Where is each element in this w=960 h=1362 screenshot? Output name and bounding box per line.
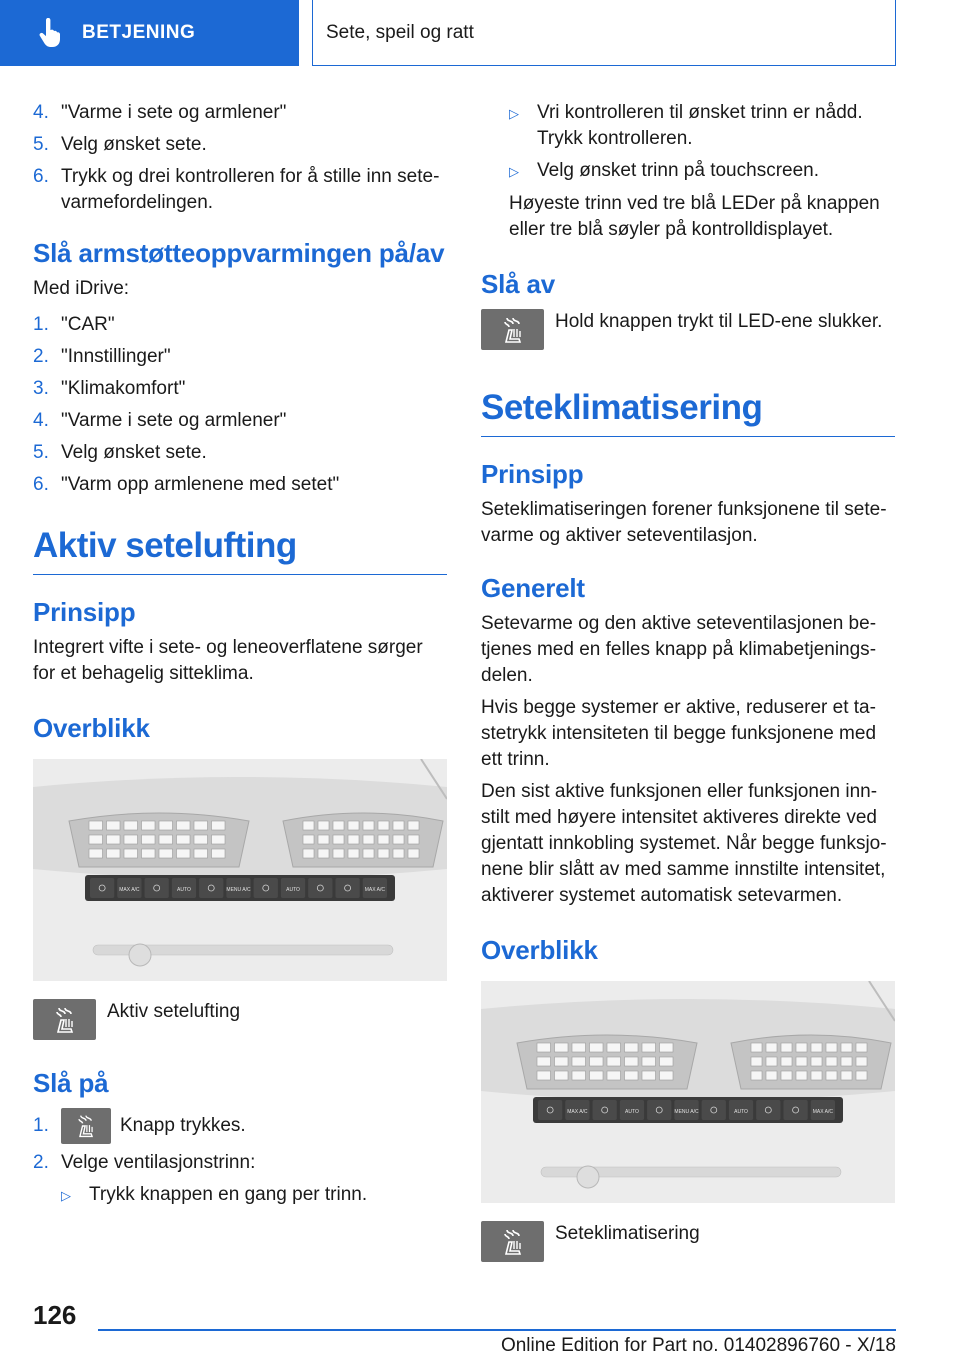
vent-slat bbox=[124, 849, 138, 858]
vent-slat bbox=[159, 835, 173, 844]
step-text: "CAR" bbox=[61, 314, 115, 335]
panel-button-label: AUTO bbox=[177, 887, 191, 893]
vent-slat bbox=[408, 849, 419, 858]
vent-slat bbox=[159, 849, 173, 858]
vent-slat bbox=[363, 821, 374, 830]
list-item bbox=[33, 132, 447, 158]
vent-slat bbox=[841, 1057, 852, 1066]
vent-slat bbox=[607, 1043, 621, 1052]
vent-slat bbox=[607, 1057, 621, 1066]
general-paragraph: Hvis begge systemer er aktive, reduserer et tastetrykk intensiteten til begge funksjonene med ett trinn. bbox=[481, 697, 877, 770]
vent-slat bbox=[378, 835, 389, 844]
bullet-text: Velg ønsket trinn på touchscreen. bbox=[537, 160, 819, 181]
vent-slat bbox=[537, 1071, 551, 1080]
left-column bbox=[33, 100, 447, 1215]
vent-slat bbox=[590, 1057, 604, 1066]
vent-slat bbox=[537, 1043, 551, 1052]
panel-button bbox=[647, 1100, 671, 1120]
list-item bbox=[61, 1182, 447, 1209]
section-title: Aktiv setelufting bbox=[33, 524, 447, 575]
vent-slat bbox=[841, 1043, 852, 1052]
vent-slat bbox=[766, 1043, 777, 1052]
panel-button-label: MAX A/C bbox=[364, 887, 386, 893]
step-number: 1. bbox=[33, 1115, 49, 1136]
vent-slat bbox=[194, 821, 208, 830]
general-paragraph: Setevarme og den aktive seteventilasjonen betjenes med en felles knapp på klimabetjeningsdelen. bbox=[481, 613, 877, 686]
vent-slat bbox=[333, 849, 344, 858]
list-item bbox=[33, 440, 447, 466]
vent-slat bbox=[660, 1057, 674, 1066]
breadcrumb: Sete, speil og ratt bbox=[312, 0, 896, 66]
armrest-heading: Slå armstøtteoppvarmingen på/av bbox=[33, 238, 445, 268]
vent-slat bbox=[212, 835, 226, 844]
bullet-text: Vri kontrolleren til ønsket trinn er nådd. Trykk kontrolleren. bbox=[537, 102, 863, 149]
on-heading: Slå på bbox=[33, 1068, 109, 1098]
vent-slat bbox=[781, 1057, 792, 1066]
vent-slat bbox=[408, 835, 419, 844]
vent-slat bbox=[796, 1071, 807, 1080]
list-item bbox=[33, 164, 447, 216]
panel-button-label: AUTO bbox=[625, 1109, 639, 1115]
step-text: "Innstillinger" bbox=[61, 346, 171, 367]
list-item bbox=[509, 158, 895, 185]
vent-slat bbox=[537, 1057, 551, 1066]
overview-heading: Overblikk bbox=[481, 935, 598, 965]
step-text: Velge ventilasjonstrinn: bbox=[61, 1152, 256, 1173]
vent-slat bbox=[856, 1043, 867, 1052]
vent-slat bbox=[811, 1057, 822, 1066]
triangle-bullet-icon: ▷ bbox=[61, 1188, 71, 1203]
panel-button-label: MENU A/C bbox=[226, 887, 251, 893]
vent-slat bbox=[378, 821, 389, 830]
panel-button bbox=[335, 878, 359, 898]
step-text: "Varm opp armlenene med setet" bbox=[61, 474, 340, 495]
vent-slat bbox=[363, 835, 374, 844]
vent-slat bbox=[393, 849, 404, 858]
vent-slat bbox=[333, 835, 344, 844]
caption-text: Aktiv setelufting bbox=[107, 1001, 241, 1022]
section-tab bbox=[0, 0, 299, 66]
vent-slat bbox=[642, 1071, 656, 1080]
vent-slat bbox=[572, 1071, 586, 1080]
vent-slat bbox=[826, 1057, 837, 1066]
vent-slat bbox=[766, 1071, 777, 1080]
triangle-bullet-icon: ▷ bbox=[509, 106, 519, 121]
volume-knob bbox=[129, 944, 151, 966]
step-number: 4. bbox=[33, 410, 49, 431]
panel-button bbox=[538, 1100, 562, 1120]
vent-slat bbox=[177, 849, 191, 858]
vent-slat bbox=[751, 1043, 762, 1052]
vent-slat bbox=[841, 1071, 852, 1080]
edition-text: Online Edition for Part no. 01402896760 - X/18 bbox=[500, 1335, 896, 1356]
vent-slat bbox=[348, 821, 359, 830]
seat-ventilation-icon bbox=[481, 1221, 544, 1262]
principle-text: Seteklimatiseringen forener funksjonene til setevarme og aktiver seteventilasjon. bbox=[481, 499, 887, 546]
panel-button-label: AUTO bbox=[286, 887, 300, 893]
vent-slat bbox=[625, 1071, 639, 1080]
list-item bbox=[33, 100, 447, 126]
vent-slat bbox=[107, 849, 121, 858]
vent-slat bbox=[89, 849, 103, 858]
vent-slat bbox=[826, 1043, 837, 1052]
list-item bbox=[33, 376, 447, 402]
list-item bbox=[33, 312, 447, 338]
seat-ventilation-icon bbox=[33, 999, 96, 1040]
step-number: 3. bbox=[33, 378, 49, 399]
general-heading: Generelt bbox=[481, 573, 585, 603]
vent-slat bbox=[393, 821, 404, 830]
vent-slat bbox=[811, 1043, 822, 1052]
step-text: Velg ønsket sete. bbox=[61, 442, 207, 463]
panel-button-label: MAX A/C bbox=[567, 1109, 588, 1115]
panel-button-label: AUTO bbox=[734, 1109, 748, 1115]
vent-slat bbox=[555, 1071, 569, 1080]
list-item bbox=[33, 1150, 447, 1176]
vent-slat bbox=[303, 821, 314, 830]
vent-slat bbox=[660, 1071, 674, 1080]
vent-slat bbox=[89, 821, 103, 830]
vent-slat bbox=[590, 1071, 604, 1080]
vent-slat bbox=[142, 849, 156, 858]
vent-slat bbox=[590, 1043, 604, 1052]
vent-slat bbox=[642, 1043, 656, 1052]
panel-button-label: MAX A/C bbox=[119, 887, 140, 893]
seat-ventilation-icon bbox=[481, 309, 544, 350]
off-heading: Slå av bbox=[481, 269, 555, 299]
bullet-text: Trykk knappen en gang per trinn. bbox=[89, 1184, 368, 1205]
vent-slat bbox=[303, 849, 314, 858]
panel-button bbox=[90, 878, 114, 898]
vent-slat bbox=[142, 835, 156, 844]
panel-button bbox=[593, 1100, 617, 1120]
caption bbox=[481, 1221, 895, 1262]
vent-slat bbox=[177, 835, 191, 844]
panel-button-label: MAX A/C bbox=[812, 1109, 834, 1115]
step-number: 4. bbox=[33, 102, 49, 123]
vent-slat bbox=[856, 1057, 867, 1066]
step-text: "Varme i sete og armlener" bbox=[61, 102, 287, 123]
vent-slat bbox=[333, 821, 344, 830]
overview-heading: Overblikk bbox=[33, 713, 150, 743]
step-number: 2. bbox=[33, 1152, 49, 1173]
step-number: 5. bbox=[33, 442, 49, 463]
page-number: 126 bbox=[33, 1300, 77, 1330]
principle-text: Integrert vifte i sete- og leneoverflatene sørger for et behagelig sitteklima. bbox=[33, 637, 423, 684]
vent-slat bbox=[796, 1043, 807, 1052]
vent-slat bbox=[348, 849, 359, 858]
climate-panel-photo bbox=[481, 981, 895, 1203]
vent-slat bbox=[194, 835, 208, 844]
vent-slat bbox=[555, 1043, 569, 1052]
volume-knob bbox=[577, 1166, 599, 1188]
vent-slat bbox=[363, 849, 374, 858]
step-text: Knapp trykkes. bbox=[120, 1115, 246, 1136]
panel-button bbox=[702, 1100, 726, 1120]
vent-slat bbox=[781, 1043, 792, 1052]
step-text: Trykk og drei kontrolleren for å stille inn setevarmefordelingen. bbox=[61, 166, 440, 213]
step-number: 2. bbox=[33, 346, 49, 367]
list-item bbox=[33, 472, 447, 498]
vent-slat bbox=[660, 1043, 674, 1052]
vent-slat bbox=[766, 1057, 777, 1066]
vent-slat bbox=[625, 1057, 639, 1066]
vent-slat bbox=[212, 849, 226, 858]
panel-button bbox=[308, 878, 332, 898]
principle-heading: Prinsipp bbox=[481, 459, 584, 489]
vent-slat bbox=[212, 821, 226, 830]
hand-pointer-icon bbox=[38, 18, 62, 48]
triangle-bullet-icon: ▷ bbox=[509, 164, 519, 179]
vent-slat bbox=[124, 835, 138, 844]
vent-slat bbox=[796, 1057, 807, 1066]
list-item bbox=[33, 344, 447, 370]
panel-button bbox=[199, 878, 223, 898]
off-instruction bbox=[481, 309, 895, 350]
step-number: 1. bbox=[33, 314, 49, 335]
list-item bbox=[509, 100, 895, 152]
vent-slat bbox=[751, 1057, 762, 1066]
general-paragraph: Den sist aktive funksjonen eller funksjonen innstilt med høyere intensitet aktiveres direkte ved gjentatt innkobling systemet. Når begge funksjonene blir slått av med samme innstilte intensitet, aktiverer systemet automatisk setevarmen. bbox=[481, 781, 887, 906]
vent-slat bbox=[607, 1071, 621, 1080]
vent-slat bbox=[177, 821, 191, 830]
max-level-text: Høyeste trinn ved tre blå LEDer på knappen eller tre blå søyler på kontrolldisplayet. bbox=[509, 193, 880, 240]
caption-text: Seteklimatisering bbox=[555, 1223, 700, 1244]
vent-slat bbox=[408, 821, 419, 830]
vent-slat bbox=[856, 1071, 867, 1080]
vent-slat bbox=[142, 821, 156, 830]
vent-slat bbox=[625, 1043, 639, 1052]
vent-slat bbox=[811, 1071, 822, 1080]
vent-slat bbox=[751, 1071, 762, 1080]
step-number: 5. bbox=[33, 134, 49, 155]
vent-slat bbox=[393, 835, 404, 844]
vent-slat bbox=[318, 821, 329, 830]
vent-slat bbox=[318, 849, 329, 858]
section-label: BETJENING bbox=[82, 22, 196, 43]
vent-slat bbox=[642, 1057, 656, 1066]
vent-slat bbox=[318, 835, 329, 844]
vent-slat bbox=[378, 849, 389, 858]
vent-slat bbox=[89, 835, 103, 844]
vent-slat bbox=[781, 1071, 792, 1080]
right-column bbox=[481, 100, 895, 1262]
footer-divider bbox=[98, 1329, 896, 1331]
vent-slat bbox=[555, 1057, 569, 1066]
vent-slat bbox=[826, 1071, 837, 1080]
panel-button bbox=[783, 1100, 807, 1120]
climate-panel-photo bbox=[33, 759, 447, 981]
panel-button bbox=[254, 878, 278, 898]
step-number: 6. bbox=[33, 166, 49, 187]
step-text: Velg ønsket sete. bbox=[61, 134, 207, 155]
list-item bbox=[33, 1108, 447, 1144]
caption bbox=[33, 999, 447, 1040]
list-item bbox=[33, 408, 447, 434]
vent-slat bbox=[124, 821, 138, 830]
vent-slat bbox=[159, 821, 173, 830]
principle-heading: Prinsipp bbox=[33, 597, 136, 627]
idrive-intro: Med iDrive: bbox=[33, 278, 130, 299]
step-text: "Klimakomfort" bbox=[61, 378, 186, 399]
vent-slat bbox=[303, 835, 314, 844]
seat-ventilation-icon bbox=[61, 1108, 111, 1144]
vent-slat bbox=[348, 835, 359, 844]
step-text: "Varme i sete og armlener" bbox=[61, 410, 287, 431]
vent-slat bbox=[107, 821, 121, 830]
vent-slat bbox=[107, 835, 121, 844]
vent-slat bbox=[194, 849, 208, 858]
panel-button-label: MENU A/C bbox=[674, 1109, 699, 1115]
section-title: Seteklimatisering bbox=[481, 386, 895, 437]
vent-slat bbox=[572, 1043, 586, 1052]
panel-button bbox=[145, 878, 169, 898]
step-number: 6. bbox=[33, 474, 49, 495]
panel-button bbox=[756, 1100, 780, 1120]
vent-slat bbox=[572, 1057, 586, 1066]
off-text: Hold knappen trykt til LED-ene slukker. bbox=[555, 311, 883, 332]
